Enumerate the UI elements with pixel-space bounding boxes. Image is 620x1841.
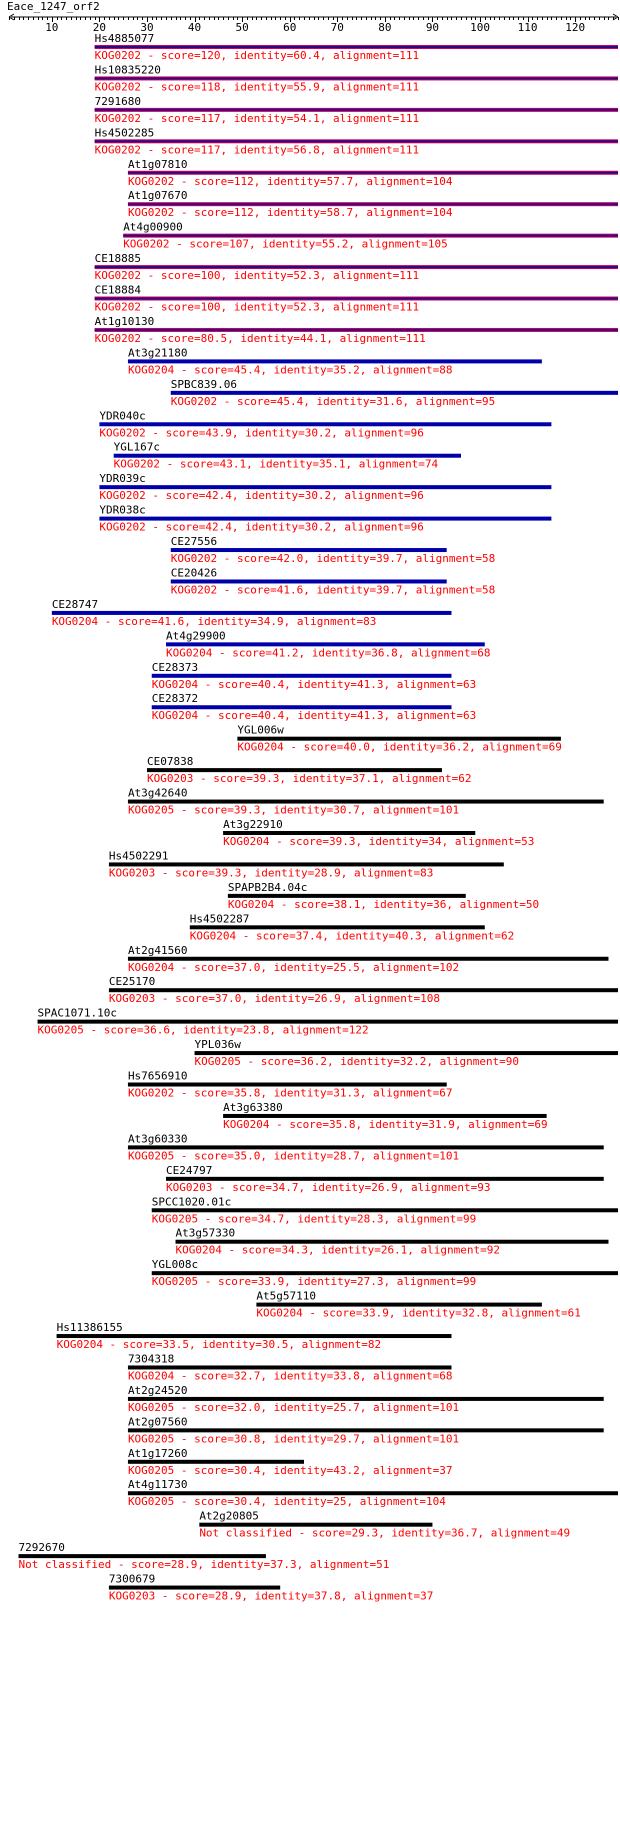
hit-row <box>152 661 477 691</box>
hit-description: KOG0205 - score=34.7, identity=28.3, alignment=99 <box>151 1212 477 1226</box>
hit-description: KOG0204 - score=37.0, identity=25.5, alignment=102 <box>127 960 460 974</box>
hit-name: CE25170 <box>108 975 156 989</box>
hit-row <box>57 1321 452 1351</box>
hit-name: At4g00900 <box>123 220 183 234</box>
hit-description: KOG0202 - score=45.4, identity=31.6, alignment=95 <box>170 394 496 408</box>
hit-name: Hs4502287 <box>189 912 250 926</box>
hit-description: KOG0203 - score=37.0, identity=26.9, alignment=108 <box>108 992 441 1006</box>
hit-name: SPCC1020.01c <box>151 1195 232 1209</box>
hit-row <box>195 1038 618 1068</box>
hit-description: KOG0205 - score=30.8, identity=29.7, alignment=101 <box>127 1432 460 1446</box>
hit-name: Hs4502285 <box>94 126 155 140</box>
hit-description: KOG0205 - score=30.4, identity=25, alignment=104 <box>127 1495 446 1509</box>
hit-bar-core <box>95 140 618 142</box>
hit-name: 7300679 <box>108 1572 156 1586</box>
hit-row <box>152 1195 618 1225</box>
hit-description: KOG0204 - score=33.9, identity=32.8, alignment=61 <box>256 1306 581 1320</box>
position-axis <box>9 14 619 34</box>
hit-row <box>95 252 618 282</box>
hit-row <box>176 1227 609 1257</box>
hit-name: At2g07560 <box>127 1415 188 1429</box>
hit-description: KOG0203 - score=28.9, identity=37.8, alignment=37 <box>108 1589 434 1603</box>
hit-description: KOG0202 - score=100, identity=52.3, alignment=111 <box>94 269 420 283</box>
hit-name: Hs11386155 <box>56 1321 123 1335</box>
hit-row <box>95 63 618 93</box>
hit-description: KOG0202 - score=112, identity=57.7, alignment=104 <box>127 174 453 188</box>
hit-name: At3g57330 <box>175 1226 236 1240</box>
hit-row <box>109 1573 434 1603</box>
hit-description: KOG0204 - score=37.4, identity=40.3, alignment=62 <box>189 929 515 943</box>
hit-name: Hs4502291 <box>108 849 169 863</box>
hit-row <box>166 1164 604 1194</box>
hit-description: KOG0202 - score=43.9, identity=30.2, alignment=96 <box>99 426 424 440</box>
hit-description: KOG0203 - score=39.3, identity=28.9, alignment=83 <box>108 866 434 880</box>
hit-bar-core <box>95 266 618 268</box>
hit-name: At5g57110 <box>256 1289 317 1303</box>
hit-bar-core <box>123 235 618 237</box>
hit-name: At2g41560 <box>127 943 188 957</box>
hit-description: KOG0204 - score=40.0, identity=36.2, alignment=69 <box>237 740 562 754</box>
hit-description: KOG0204 - score=40.4, identity=41.3, alignment=63 <box>151 677 477 691</box>
hit-row <box>128 189 618 219</box>
hit-row <box>128 158 618 188</box>
hit-description: KOG0203 - score=34.7, identity=26.9, alignment=93 <box>166 1180 491 1194</box>
hit-row <box>128 346 542 376</box>
hit-row <box>128 1132 604 1162</box>
hit-row <box>128 1447 453 1477</box>
axis-tick-label: 100 <box>470 21 490 34</box>
hit-row <box>147 755 472 785</box>
hit-name: YGL167c <box>113 440 161 454</box>
hit-bar-core <box>95 298 618 300</box>
hit-name: YGL006w <box>237 723 284 737</box>
hit-name: At1g17260 <box>127 1446 188 1460</box>
axis-tick-label: 50 <box>235 21 249 34</box>
hit-bar-core <box>95 329 618 331</box>
hit-name: 7291680 <box>94 94 141 108</box>
hit-name: Hs10835220 <box>94 63 161 77</box>
hit-name: CE07838 <box>146 755 194 769</box>
hit-row <box>256 1290 581 1320</box>
hit-name: CE28373 <box>151 660 199 674</box>
hit-name: 7304318 <box>127 1352 175 1366</box>
hit-name: CE20426 <box>170 566 218 580</box>
hit-row <box>128 787 604 817</box>
hit-row <box>128 1415 604 1445</box>
hit-row <box>228 881 539 911</box>
hit-name: CE18884 <box>94 283 141 297</box>
hit-row <box>128 1070 453 1100</box>
hit-row <box>128 944 609 974</box>
axis-tick-label: 60 <box>283 21 297 34</box>
hit-description: Not classified - score=29.3, identity=36.7, alignment=49 <box>199 1526 571 1540</box>
hit-description: KOG0202 - score=42.4, identity=30.2, alignment=96 <box>99 489 424 503</box>
hit-row <box>128 1478 618 1508</box>
hit-description: KOG0204 - score=33.5, identity=30.5, alignment=82 <box>56 1338 382 1352</box>
hit-row <box>95 95 618 125</box>
hit-description: KOG0204 - score=41.2, identity=36.8, alignment=68 <box>166 646 491 660</box>
hit-name: At3g22910 <box>223 818 283 831</box>
hit-bar-core <box>128 172 618 174</box>
hit-row <box>52 598 452 628</box>
hit-name: CE28747 <box>51 597 99 611</box>
axis-tick-label: 110 <box>517 21 538 34</box>
axis-tick-label: 80 <box>378 21 392 34</box>
hit-bar-core <box>95 46 618 48</box>
hit-name: At1g07810 <box>127 157 188 171</box>
hit-description: KOG0205 - score=39.3, identity=30.7, alignment=101 <box>127 803 460 817</box>
hit-description: KOG0202 - score=118, identity=55.9, alignment=111 <box>94 80 420 94</box>
hit-name: At1g10130 <box>94 314 155 328</box>
hit-description: KOG0205 - score=33.9, identity=27.3, alignment=99 <box>151 1275 477 1289</box>
hit-description: KOG0205 - score=30.4, identity=43.2, alignment=37 <box>127 1463 453 1477</box>
hit-description: KOG0202 - score=117, identity=54.1, alignment=111 <box>94 111 420 125</box>
hit-description: KOG0204 - score=35.8, identity=31.9, alignment=69 <box>223 1117 548 1131</box>
hit-description: KOG0204 - score=34.3, identity=26.1, alignment=92 <box>175 1243 501 1257</box>
hit-description: KOG0204 - score=32.7, identity=33.8, alignment=68 <box>127 1369 453 1383</box>
hit-row <box>99 472 551 502</box>
hit-row <box>166 629 491 659</box>
hit-name: SPBC839.06 <box>170 377 237 391</box>
hit-row <box>237 724 562 754</box>
axis-tick-label: 30 <box>140 21 154 34</box>
hit-name: At3g60330 <box>127 1132 188 1146</box>
diagram-title: Eace_1247_orf2 <box>7 0 100 13</box>
hit-row <box>223 818 534 848</box>
axis-tick-label: 120 <box>565 21 586 34</box>
hit-row <box>123 221 618 251</box>
hit-name: At4g29900 <box>166 629 226 643</box>
hit-description: KOG0202 - score=117, identity=56.8, alignment=111 <box>94 143 420 157</box>
hit-bar-core <box>128 203 618 205</box>
hit-row <box>190 912 515 942</box>
axis-tick-label: 40 <box>187 21 202 34</box>
hit-row <box>99 409 551 439</box>
hit-row <box>114 441 461 471</box>
hit-row <box>109 849 504 879</box>
hit-row <box>128 1352 453 1382</box>
hit-name: At3g42640 <box>127 786 188 800</box>
hit-row <box>223 1101 548 1131</box>
hit-description: Not classified - score=28.9, identity=37.3, alignment=51 <box>18 1558 390 1572</box>
hit-description: KOG0202 - score=112, identity=58.7, alignment=104 <box>127 206 453 220</box>
axis-tick-label: 10 <box>45 21 59 34</box>
hit-name: YDR040c <box>99 409 146 423</box>
hit-description: KOG0204 - score=41.6, identity=34.9, alignment=83 <box>51 614 377 628</box>
hit-name: CE24797 <box>166 1163 213 1177</box>
hit-name: SPAC1071.10c <box>37 1006 118 1020</box>
hit-description: KOG0202 - score=43.1, identity=35.1, alignment=74 <box>113 457 439 471</box>
hit-name: CE28372 <box>151 692 199 706</box>
hit-name: YPL036w <box>194 1038 241 1052</box>
hit-row <box>171 566 496 596</box>
hit-description: KOG0204 - score=45.4, identity=35.2, alignment=88 <box>127 363 453 377</box>
hit-description: KOG0204 - score=40.4, identity=41.3, alignment=63 <box>151 709 477 723</box>
hit-name: Hs4885077 <box>94 32 155 45</box>
hit-description: KOG0202 - score=120, identity=60.4, alignment=111 <box>94 49 420 62</box>
hit-description: KOG0203 - score=39.3, identity=37.1, alignment=62 <box>146 772 472 786</box>
hit-name: At3g21180 <box>127 346 188 360</box>
hit-description: KOG0204 - score=38.1, identity=36, alignment=50 <box>227 897 540 911</box>
hit-name: YGL008c <box>151 1258 199 1272</box>
hit-row <box>152 1258 618 1288</box>
hit-description: KOG0205 - score=32.0, identity=25.7, alignment=101 <box>127 1400 460 1414</box>
hit-name: Hs7656910 <box>127 1069 188 1083</box>
hit-name: CE18885 <box>94 252 141 266</box>
hit-row <box>171 378 618 408</box>
hit-name: CE27556 <box>170 535 218 549</box>
hit-description: KOG0205 - score=35.0, identity=28.7, alignment=101 <box>127 1149 460 1163</box>
hit-name: At4g11730 <box>127 1478 188 1492</box>
hit-name: 7292670 <box>18 1541 65 1555</box>
hit-name: At2g20805 <box>199 1509 259 1523</box>
hit-row <box>152 692 477 722</box>
hit-bar-core <box>95 77 618 79</box>
axis-tick-label: 20 <box>92 21 107 34</box>
axis-tick-label: 90 <box>425 21 440 34</box>
hit-name: At3g63380 <box>223 1100 283 1114</box>
axis-tick-label: 70 <box>330 21 344 34</box>
hit-row <box>109 975 618 1005</box>
hit-description: KOG0204 - score=39.3, identity=34, alignment=53 <box>223 835 535 848</box>
hit-description: KOG0202 - score=107, identity=55.2, alignment=105 <box>123 237 448 251</box>
hit-row <box>95 315 618 345</box>
hit-description: KOG0202 - score=42.0, identity=39.7, alignment=58 <box>170 552 496 566</box>
hit-name: At2g24520 <box>127 1383 188 1397</box>
hit-name: SPAPB2B4.04c <box>227 880 308 894</box>
hit-row <box>95 284 618 314</box>
hit-name: YDR039c <box>99 472 146 486</box>
hit-description: KOG0205 - score=36.2, identity=32.2, alignment=90 <box>194 1055 520 1069</box>
hit-row <box>99 504 551 534</box>
hit-name: YDR038c <box>99 503 146 517</box>
hit-description: KOG0202 - score=42.4, identity=30.2, alignment=96 <box>99 520 424 534</box>
hit-row <box>171 535 496 565</box>
hit-row <box>199 1510 570 1540</box>
hit-row <box>38 1007 618 1037</box>
hit-list <box>19 32 618 1603</box>
hit-description: KOG0202 - score=80.5, identity=44.1, alignment=111 <box>94 331 426 345</box>
hit-row <box>19 1541 390 1571</box>
hit-name: At1g07670 <box>127 189 188 203</box>
hit-description: KOG0202 - score=35.8, identity=31.3, alignment=67 <box>127 1086 453 1100</box>
hit-row <box>95 32 618 62</box>
hit-description: KOG0202 - score=41.6, identity=39.7, alignment=58 <box>170 583 496 597</box>
hit-bar-core <box>95 109 618 111</box>
hit-row <box>128 1384 604 1414</box>
hit-row <box>95 126 618 156</box>
hit-description: KOG0205 - score=36.6, identity=23.8, alignment=122 <box>37 1023 369 1037</box>
hit-description: KOG0202 - score=100, identity=52.3, alignment=111 <box>94 300 420 314</box>
